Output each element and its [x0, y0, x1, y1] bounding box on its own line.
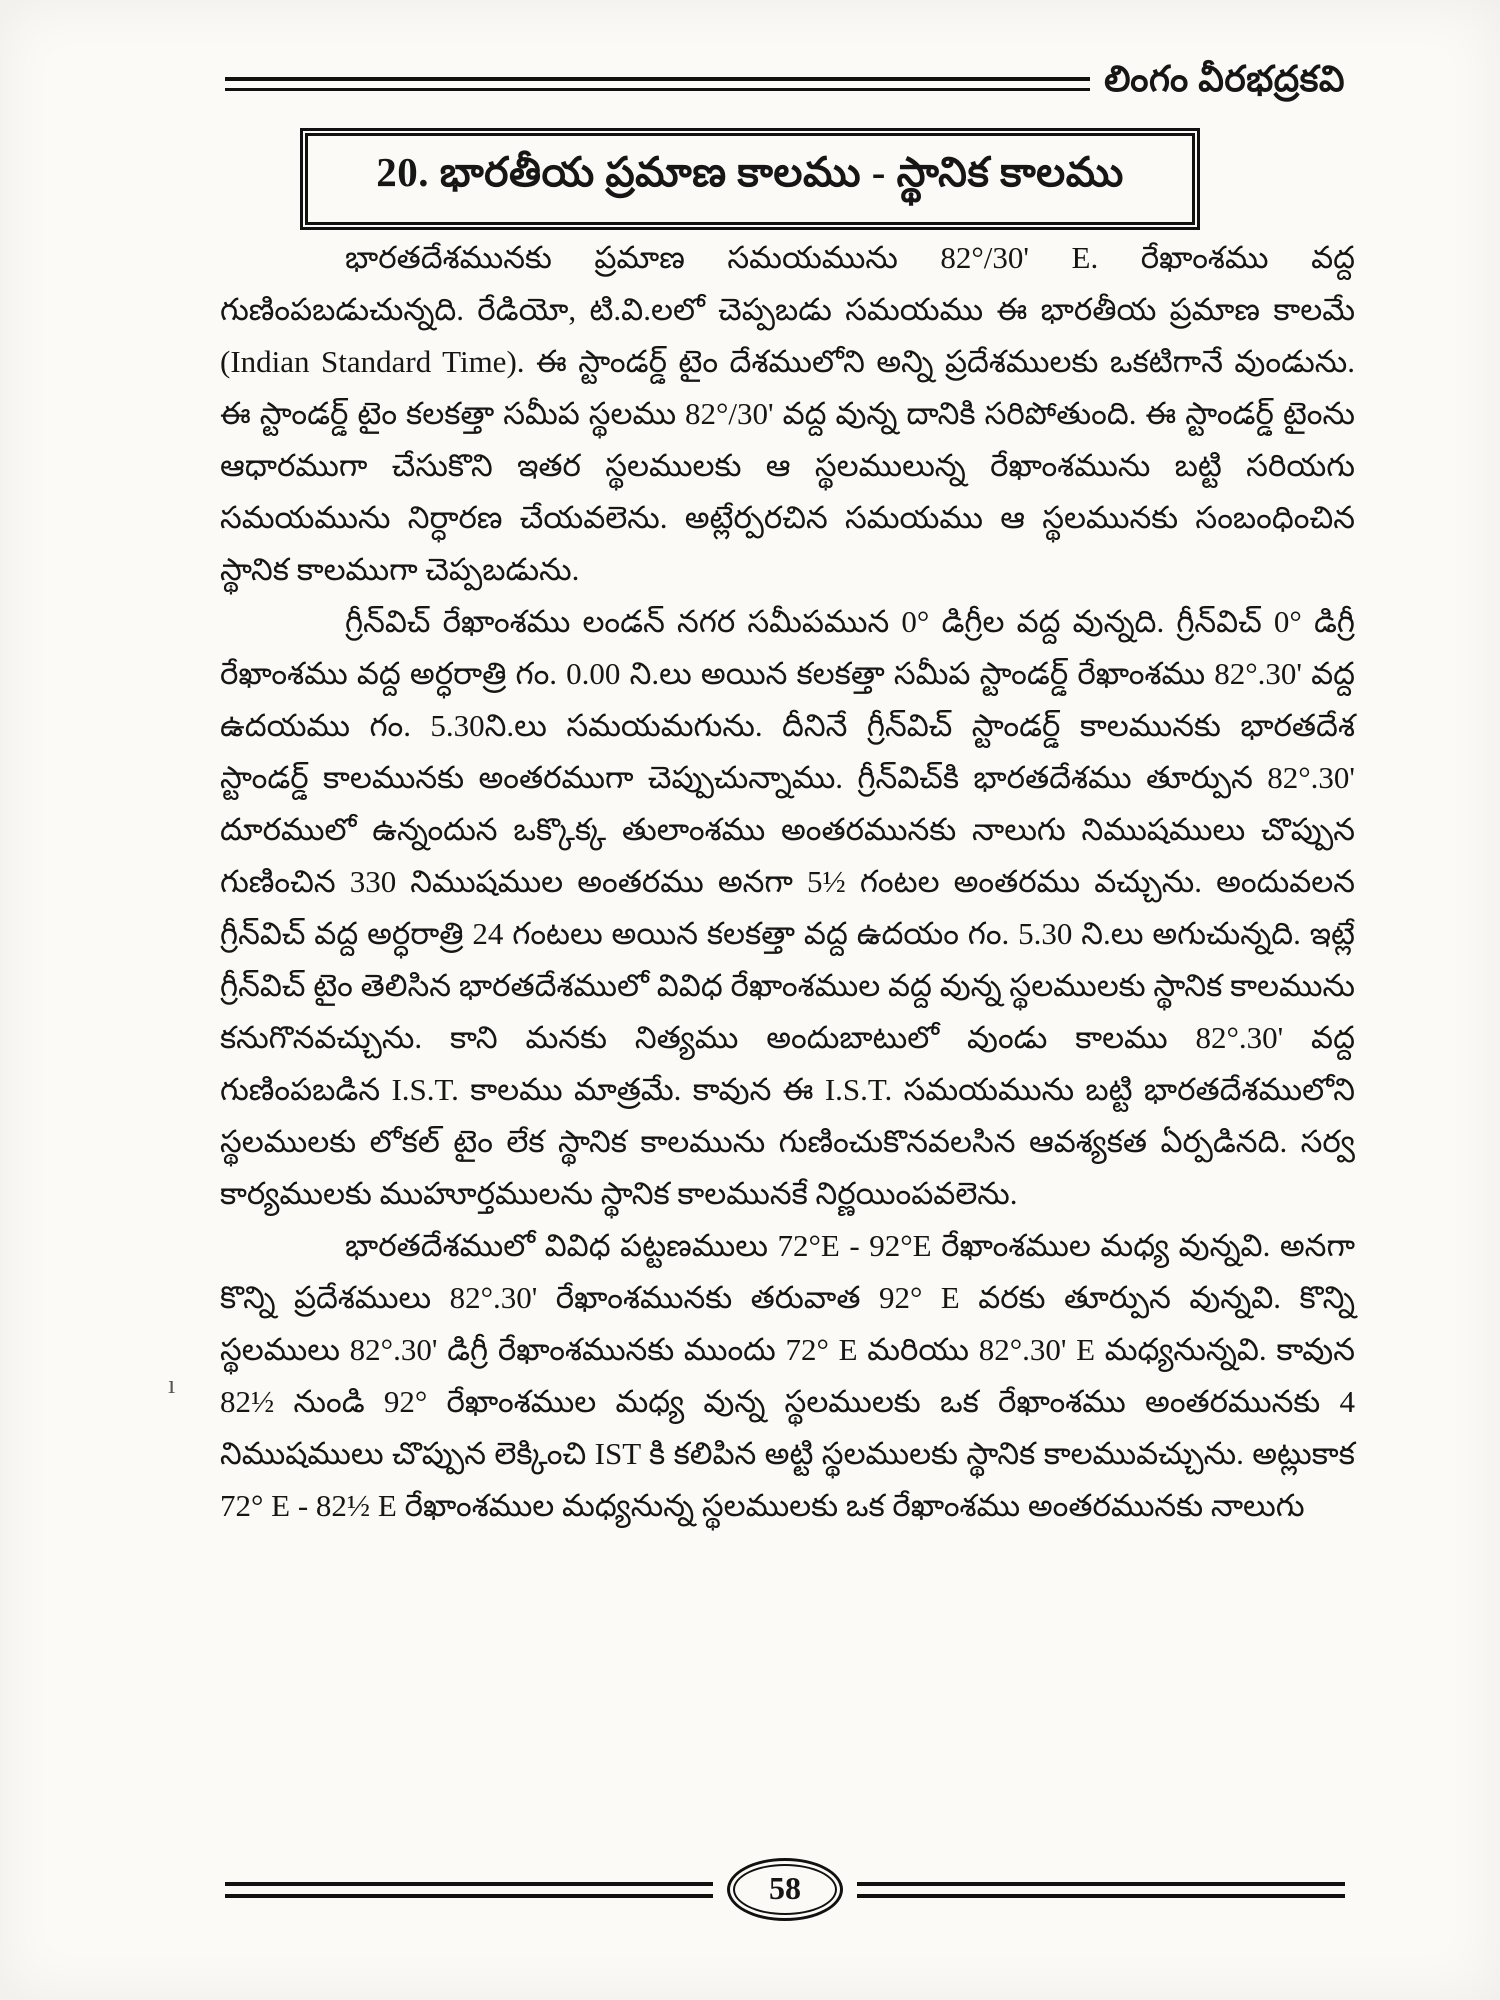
header-rule	[225, 77, 1090, 91]
body-paragraph: గ్రీన్‌విచ్ రేఖాంశము లండన్ నగర సమీపమున 0° డిగ్రీల వద్ద వున్నది. గ్రీన్‌విచ్ 0° డిగ్రీ రేఖాంశము వద్ద అర్ధరాత్రి గం. 0.00 ని.లు అయిన కలకత్తా సమీప స్టాండర్డ్ రేఖాంశము 82°.30' వద్ద ఉదయము గం. 5.30ని.లు సమయమగును. దీనినే గ్రీన్‌విచ్ స్టాండర్డ్ కాలమునకు భారతదేశ స్టాండర్డ్ కాలమునకు అంతరముగా చెప్పుచున్నాము. గ్రీన్‌విచ్‌కి భారతదేశము తూర్పున 82°.30' దూరములో ఉన్నందున ఒక్కొక్క తులాంశము అంతరమునకు నాలుగు నిముషములు చొప్పున గుణించిన 330 నిముషముల అంతరము అనగా 5½ గంటల అంతరము వచ్చును. అందువలన గ్రీన్‌విచ్ వద్ద అర్ధరాత్రి 24 గంటలు అయిన కలకత్తా వద్ద ఉదయం గం. 5.30 ని.లు అగుచున్నది. ఇట్లే గ్రీన్‌విచ్ టైం తెలిసిన భారతదేశములో వివిధ రేఖాంశముల వద్ద వున్న స్థలములకు స్థానిక కాలమును కనుగొనవచ్చును. కాని మనకు నిత్యము అందుబాటులో వుండు కాలము 82°.30' వద్ద గుణింపబడిన I.S.T. కాలము మాత్రమే. కావున ఈ I.S.T. సమయమును బట్టి భారతదేశములోని స్థలములకు లోకల్ టైం లేక స్థానిక కాలమును గుణించుకొనవలసిన ఆవశ్యకత ఏర్పడినది. సర్వ కార్యములకు ముహూర్తములను స్థానిక కాలమునకే నిర్ణయింపవలెను.	[220, 604, 1355, 1211]
page-header	[225, 58, 1345, 109]
scan-artifact-mark: ı	[168, 1370, 176, 1399]
footer-rule-left	[225, 1882, 713, 1898]
author-name: లింగం వీరభద్రకవి	[1104, 59, 1345, 99]
body-paragraph: భారతదేశములో వివిధ పట్టణములు 72°E - 92°E రేఖాంశముల మధ్య వున్నవి. అనగా కొన్ని ప్రదేశములు 82°.30' రేఖాంశమునకు తరువాత 92° E వరకు తూర్పున వున్నవి. కొన్ని స్థలములు 82°.30' డిగ్రీ రేఖాంశమునకు ముందు 72° E మరియు 82°.30' E మధ్యనున్నవి. కావున 82½ నుండి 92° రేఖాంశముల మధ్య వున్న స్థలములకు ఒక రేఖాంశము అంతరమునకు 4 నిముషములు చొప్పున లెక్కించి IST కి కలిపిన అట్టి స్థలములకు స్థానిక కాలమువచ్చును. అట్లుకాక 72° E - 82½ E రేఖాంశముల మధ్యనున్న స్థలములకు ఒక రేఖాంశము అంతరమునకు నాలుగు	[220, 1228, 1355, 1523]
page-footer	[225, 1858, 1345, 1921]
body-text	[220, 232, 1355, 1532]
page-number-badge	[727, 1858, 843, 1921]
page-number: 58	[733, 1864, 837, 1915]
footer-rule-right	[857, 1882, 1345, 1898]
chapter-title: 20. భారతీయ ప్రమాణ కాలము - స్థానిక కాలము	[300, 128, 1200, 230]
body-paragraph: భారతదేశమునకు ప్రమాణ సమయమును 82°/30' E. రేఖాంశము వద్ద గుణింపబడుచున్నది. రేడియో, టి.వి.లలో చెప్పబడు సమయము ఈ భారతీయ ప్రమాణ కాలమే (Indian Standard Time). ఈ స్టాండర్డ్ టైం దేశములోని అన్ని ప్రదేశములకు ఒకటిగానే వుండును. ఈ స్టాండర్డ్ టైం కలకత్తా సమీప స్థలము 82°/30' వద్ద వున్న దానికి సరిపోతుంది. ఈ స్టాండర్డ్ టైంను ఆధారముగా చేసుకొని ఇతర స్థలములకు ఆ స్థలములున్న రేఖాంశమును బట్టి సరియగు సమయమును నిర్ధారణ చేయవలెను. అట్లేర్పరచిన సమయము ఆ స్థలమునకు సంబంధించిన స్థానిక కాలముగా చెప్పబడును.	[220, 240, 1355, 587]
